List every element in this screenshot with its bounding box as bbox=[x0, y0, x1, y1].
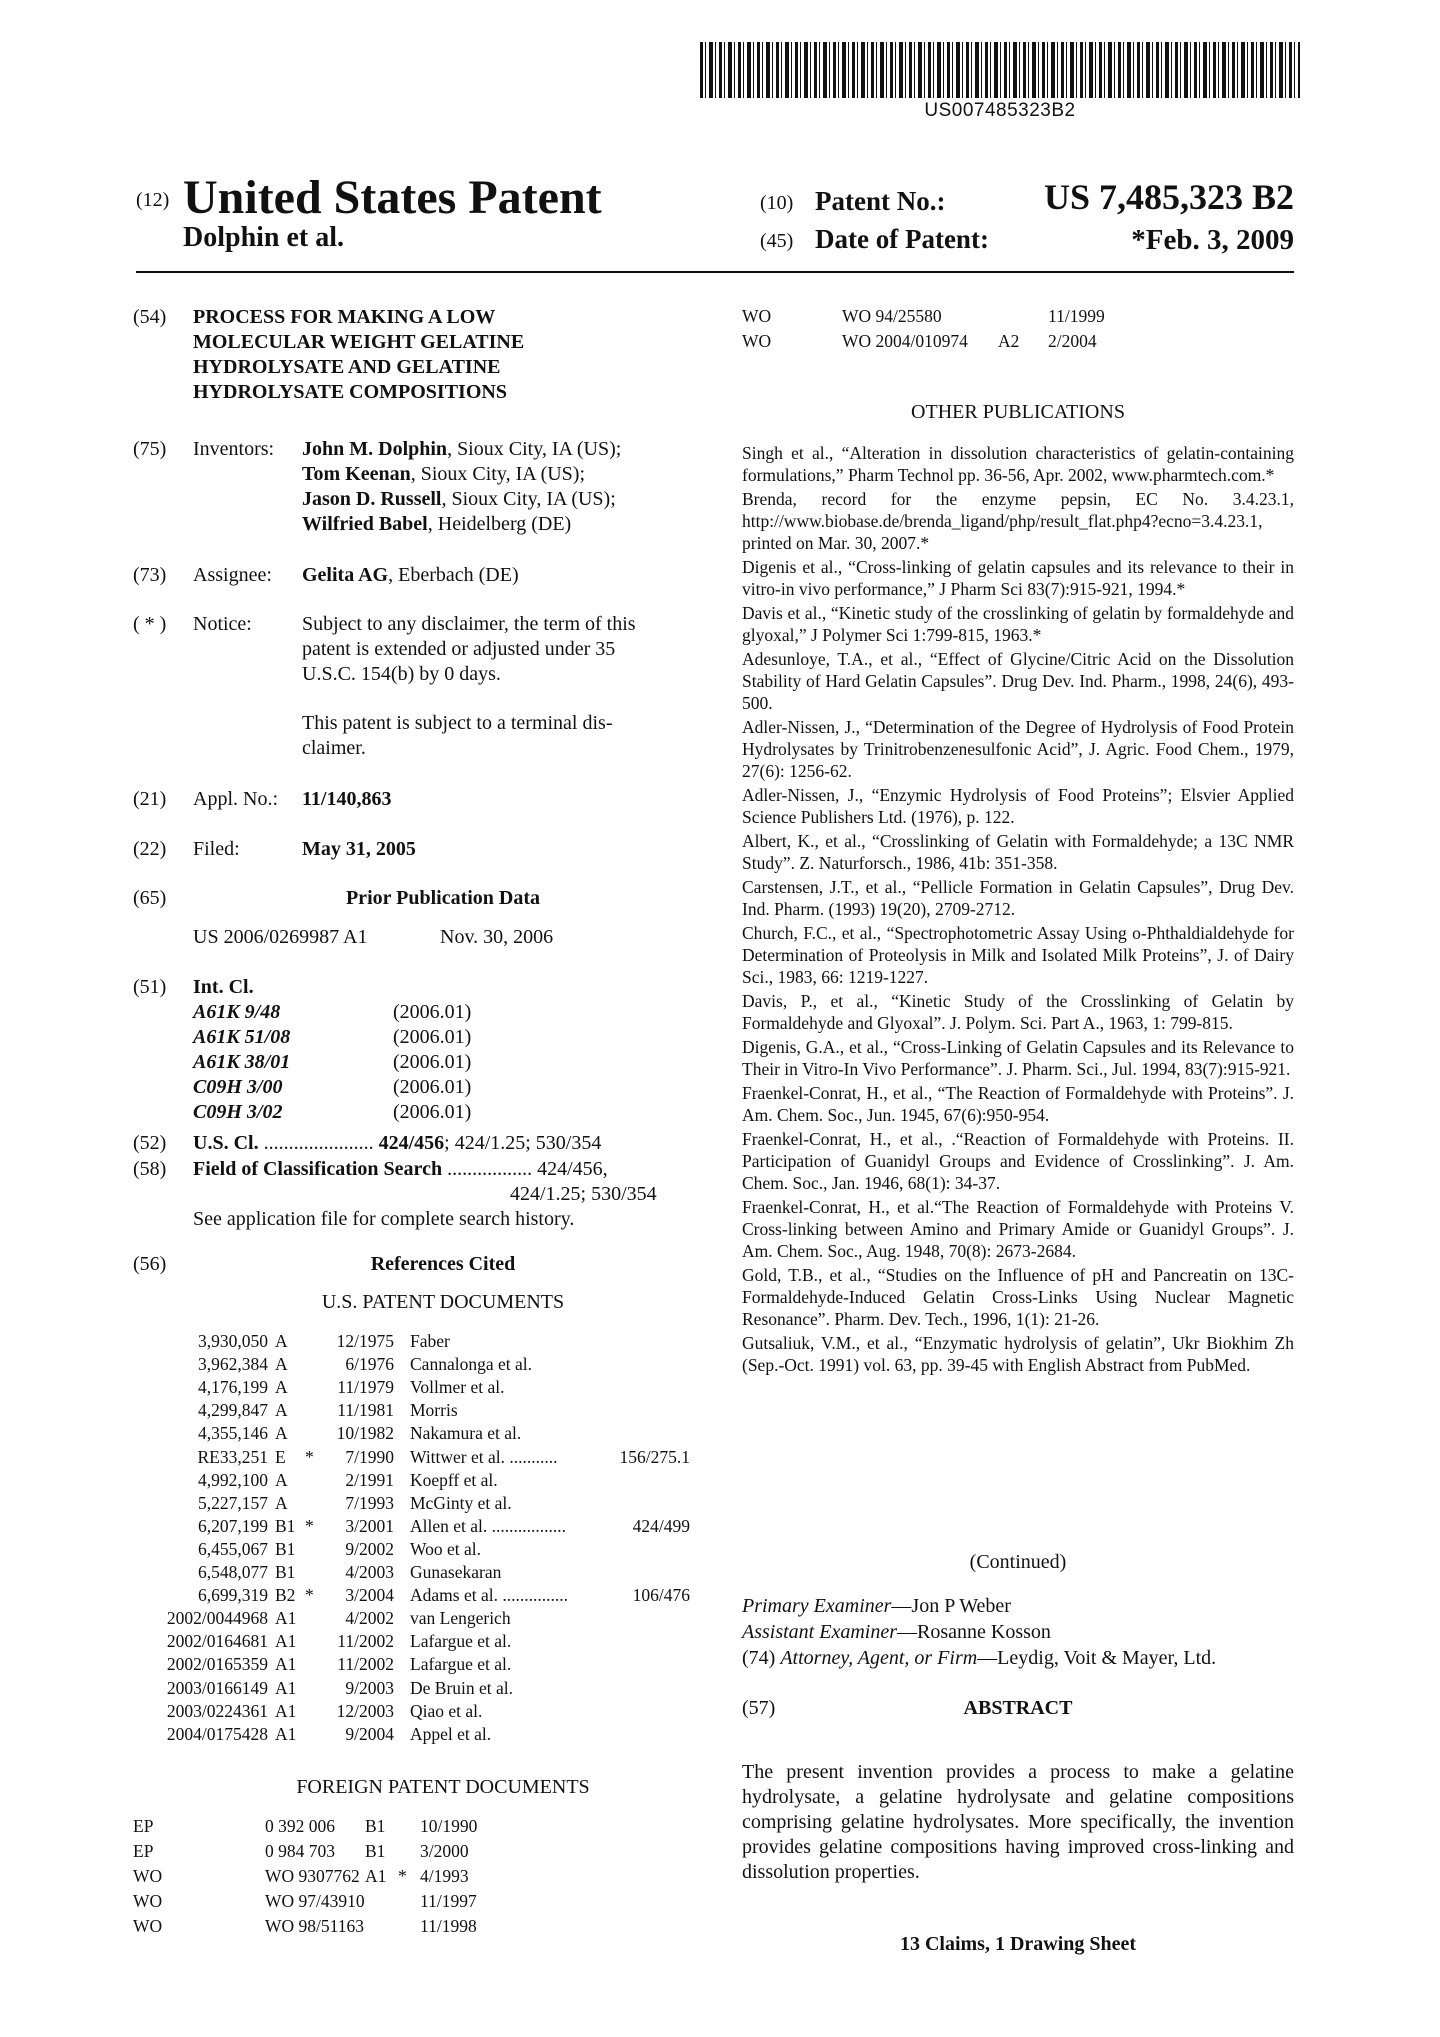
doc-type: United States Patent bbox=[183, 171, 602, 224]
continued-label: (Continued) bbox=[969, 1551, 1067, 1573]
us-patent-row bbox=[0, 1446, 720, 1468]
us-patent-kind: A bbox=[275, 1492, 288, 1513]
us-patent-num: 3,962,384 bbox=[198, 1354, 268, 1375]
publication: Gutsaliuk, V.M., et al., “Enzymatic hydrolysis of gelatin”, Ukr Biokhim Zh (Sep.-Oct. 1991) vol. 63, pp. 39-45 with English Abstract from PubMed. bbox=[742, 1333, 1294, 1375]
us-patent-row bbox=[0, 1492, 720, 1514]
us-patent-name: Lafargue et al. bbox=[410, 1631, 512, 1652]
us-patent-name: van Lengerich bbox=[410, 1608, 511, 1629]
foreign-patent-kind: B1 bbox=[365, 1841, 386, 1861]
us-patent-row bbox=[0, 1538, 720, 1560]
us-patent-num: 2002/0164681 bbox=[166, 1631, 268, 1652]
intcl-row: A61K 38/01 (2006.01) bbox=[193, 1051, 472, 1073]
publication: Adler-Nissen, J., “Determination of the Degree of Hydrolysis of Food Protein Hydrolysates by Trinitrobenzenesulfonic Acid”, J. Agric. Food Chem., 1979, 27(6): 1256-62. bbox=[742, 717, 1294, 781]
us-patent-star: * bbox=[305, 1515, 314, 1536]
us-patent-kind: B2 bbox=[275, 1585, 296, 1606]
us-patent-num: 5,227,157 bbox=[198, 1492, 268, 1513]
prior-pub-number: US 2006/0269987 A1 bbox=[193, 926, 368, 948]
us-patent-num: 2002/0044968 bbox=[166, 1608, 268, 1629]
notice-label: Notice: bbox=[193, 613, 252, 635]
us-patent-name: Koepff et al. bbox=[410, 1469, 498, 1490]
us-patent-name: Gunasekaran bbox=[410, 1562, 502, 1582]
us-patent-row bbox=[0, 1469, 720, 1491]
us-patent-date: 11/1981 bbox=[337, 1400, 394, 1421]
foreign-patent-country: WO bbox=[742, 331, 772, 351]
terminal-disclaimer: This patent is subject to a terminal dis- claimer. bbox=[302, 712, 613, 759]
foreign-patent-row bbox=[730, 305, 1440, 327]
publication: Fraenkel-Conrat, H., et al.“The Reaction of Formaldehyde with Proteins V. Cross-linking between Amino and Primary Amide or Guanidyl Groups”. J. Am. Chem. Soc., Aug. 1948, 70(8): 2673-2684. bbox=[742, 1197, 1294, 1261]
prior-heading: Prior Publication Data bbox=[345, 887, 541, 909]
us-patent-star: * bbox=[305, 1585, 314, 1606]
attorney: (74) Attorney, Agent, or Firm—Leydig, Voit & Mayer, Ltd. bbox=[742, 1647, 1217, 1669]
us-patent-name: Nakamura et al. bbox=[410, 1423, 522, 1444]
primary-examiner: Primary Examiner—Jon P Weber bbox=[742, 1595, 1011, 1617]
foreign-patent-country: WO bbox=[133, 1866, 163, 1886]
field-line: Field of Classification Search ................. 424/456, bbox=[193, 1158, 608, 1180]
publication: Carstensen, J.T., et al., “Pellicle Formation in Gelatin Capsules”, Drug Dev. Ind. Pharm. (1993) 19(20), 2709-2712. bbox=[742, 877, 1294, 919]
us-patent-date: 3/2004 bbox=[345, 1585, 394, 1606]
foreign-patent-row bbox=[0, 1865, 720, 1887]
us-patent-name: Lafargue et al. bbox=[410, 1654, 512, 1675]
us-patent-kind: E bbox=[275, 1446, 286, 1467]
us-patent-name: Adams et al. ............... bbox=[410, 1585, 568, 1606]
us-patent-row bbox=[0, 1376, 720, 1398]
us-patent-kind: A bbox=[275, 1400, 288, 1421]
us-patent-name: Wittwer et al. ........... bbox=[410, 1446, 558, 1467]
us-patent-kind: A1 bbox=[275, 1677, 297, 1698]
assignee: Gelita AG, Eberbach (DE) bbox=[302, 564, 519, 586]
us-patent-kind: A1 bbox=[275, 1700, 297, 1721]
patent-no-label: Patent No.: bbox=[815, 186, 946, 216]
foreign-patent-kind: A2 bbox=[998, 331, 1020, 351]
us-patent-num: 6,548,077 bbox=[198, 1562, 268, 1582]
publication: Fraenkel-Conrat, H., et al., “The Reaction of Formaldehyde with Proteins”. J. Am. Chem. Soc., Jun. 1945, 67(6):950-954. bbox=[742, 1083, 1294, 1125]
us-patent-name: Vollmer et al. bbox=[410, 1377, 505, 1398]
foreign-patent-country: EP bbox=[133, 1841, 154, 1861]
foreign-patent-kind: B1 bbox=[365, 1816, 386, 1836]
code-12: (12) bbox=[136, 189, 170, 211]
us-patent-num: 2002/0165359 bbox=[166, 1654, 268, 1675]
foreign-patent-num: WO 2004/010974 bbox=[842, 331, 968, 351]
field-line-2: 424/1.25; 530/354 bbox=[510, 1183, 657, 1205]
us-patent-row bbox=[0, 1677, 720, 1699]
us-patent-date: 7/1993 bbox=[345, 1492, 394, 1513]
field-note: See application file for complete search history. bbox=[193, 1208, 575, 1230]
appl-code: (21) bbox=[133, 788, 167, 810]
appl-number: 11/140,863 bbox=[302, 788, 392, 810]
inventor: John M. Dolphin, Sioux City, IA (US); bbox=[302, 438, 622, 460]
us-patent-name: Qiao et al. bbox=[410, 1700, 483, 1721]
us-patent-kind: A1 bbox=[275, 1631, 297, 1652]
field-code: (58) bbox=[133, 1158, 167, 1180]
foreign-patent-country: WO bbox=[133, 1891, 163, 1911]
us-patent-row bbox=[0, 1353, 720, 1375]
assistant-examiner: Assistant Examiner—Rosanne Kosson bbox=[742, 1621, 1051, 1643]
inventor-short: Dolphin et al. bbox=[183, 222, 345, 253]
assignee-code: (73) bbox=[133, 564, 167, 586]
us-patent-num: 3,930,050 bbox=[198, 1331, 268, 1351]
refs-code: (56) bbox=[133, 1253, 167, 1275]
us-patent-date: 12/1975 bbox=[336, 1331, 394, 1351]
barcode-number: US007485323B2 bbox=[924, 100, 1076, 121]
us-patent-date: 2/1991 bbox=[345, 1469, 394, 1490]
us-patent-kind: B1 bbox=[275, 1562, 296, 1582]
us-patent-row bbox=[0, 1515, 720, 1537]
foreign-patent-date: 2/2004 bbox=[1048, 331, 1097, 351]
intcl-row: C09H 3/02 (2006.01) bbox=[193, 1101, 472, 1123]
publication: Adesunloye, T.A., et al., “Effect of Glycine/Citric Acid on the Dissolution Stability of Hard Gelatin Capsules”. Drug Dev. Ind. Pharm., 1998, 24(6), 493-500. bbox=[742, 649, 1294, 713]
us-patent-row bbox=[0, 1584, 720, 1606]
assignee-label: Assignee: bbox=[193, 564, 272, 586]
us-patent-num: 4,355,146 bbox=[198, 1423, 268, 1444]
us-patent-num: 4,992,100 bbox=[198, 1469, 268, 1490]
title-line: PROCESS FOR MAKING A LOW bbox=[193, 306, 496, 328]
publication: Davis et al., “Kinetic study of the crosslinking of gelatin by formaldehyde and glyoxal,” J Polymer Sci 1:799-815, 1963.* bbox=[742, 603, 1294, 645]
intcl-row: C09H 3/00 (2006.01) bbox=[193, 1076, 472, 1098]
us-patent-name: Allen et al. ................. bbox=[410, 1515, 567, 1536]
us-patent-cls: 424/499 bbox=[632, 1515, 690, 1536]
us-patent-num: RE33,251 bbox=[197, 1446, 268, 1467]
foreign-patent-kind: A1 bbox=[365, 1866, 387, 1886]
foreign-patent-row bbox=[0, 1890, 720, 1912]
code-45: (45) bbox=[760, 230, 794, 252]
filed-label: Filed: bbox=[193, 838, 240, 860]
uscl-code: (52) bbox=[133, 1132, 167, 1154]
publication: Digenis et al., “Cross-linking of gelatin capsules and its relevance to their in vitro-in vivo performance,” J Pharm Sci 83(7):915-921, 1994.* bbox=[742, 557, 1294, 599]
intcl-row: A61K 51/08 (2006.01) bbox=[193, 1026, 472, 1048]
publication: Church, F.C., et al., “Spectrophotometric Assay Using o-Phthaldialdehyde for Determination of Proteolysis in Milk and Isolated Milk Proteins”, J. of Dairy Sci., 1983, 66: 1219-1227. bbox=[742, 923, 1294, 987]
foreign-patent-num: WO 97/43910 bbox=[265, 1891, 365, 1911]
header-rule bbox=[136, 271, 1294, 273]
us-patent-num: 6,699,319 bbox=[198, 1585, 268, 1606]
publications-list bbox=[742, 442, 1294, 1378]
us-patent-name: Woo et al. bbox=[410, 1538, 481, 1559]
intcl-list bbox=[193, 1000, 471, 1125]
other-pubs-heading: OTHER PUBLICATIONS bbox=[911, 401, 1125, 423]
foreign-patent-country: WO bbox=[133, 1916, 163, 1936]
us-patent-date: 4/2002 bbox=[345, 1608, 394, 1629]
us-patent-date: 9/2004 bbox=[345, 1723, 394, 1744]
appl-label: Appl. No.: bbox=[193, 788, 278, 810]
inventors-list bbox=[302, 437, 621, 537]
foreign-patent-date: 11/1997 bbox=[420, 1891, 477, 1911]
foreign-patent-star: * bbox=[398, 1866, 407, 1886]
foreign-patent-row bbox=[0, 1815, 720, 1837]
foreign-patent-num: WO 9307762 bbox=[265, 1866, 360, 1886]
us-patent-name: Cannalonga et al. bbox=[410, 1354, 532, 1375]
intcl-code: (51) bbox=[133, 976, 167, 998]
us-patent-date: 7/1990 bbox=[345, 1446, 394, 1467]
us-patent-date: 3/2001 bbox=[345, 1515, 394, 1536]
refs-heading: References Cited bbox=[370, 1253, 516, 1275]
filed-code: (22) bbox=[133, 838, 167, 860]
barcode bbox=[700, 42, 1300, 98]
title-block bbox=[193, 305, 524, 405]
us-patent-cls: 106/476 bbox=[632, 1585, 690, 1606]
intcl-row: A61K 9/48 (2006.01) bbox=[193, 1001, 472, 1023]
us-patent-kind: A bbox=[275, 1331, 288, 1351]
publication: Adler-Nissen, J., “Enzymic Hydrolysis of Food Proteins”; Elsvier Applied Science Publishers Ltd. (1976), p. 122. bbox=[742, 785, 1294, 827]
us-patent-date: 12/2003 bbox=[336, 1700, 394, 1721]
prior-pub-date: Nov. 30, 2006 bbox=[440, 926, 554, 948]
us-patent-kind: A1 bbox=[275, 1654, 297, 1675]
foreign-patent-country: EP bbox=[133, 1816, 154, 1836]
foreign-patent-date: 4/1993 bbox=[420, 1866, 469, 1886]
us-patent-star: * bbox=[305, 1446, 314, 1467]
us-patent-num: 6,207,199 bbox=[198, 1515, 268, 1536]
us-patent-row bbox=[0, 1653, 720, 1675]
us-patent-date: 10/1982 bbox=[336, 1423, 394, 1444]
publication: Singh et al., “Alteration in dissolution characteristics of gelatin-containing formulations,” Pharm Technol pp. 36-56, Apr. 2002, www.pharmtech.com.* bbox=[742, 443, 1294, 485]
us-patent-num: 2003/0166149 bbox=[166, 1677, 268, 1698]
inventors-label: Inventors: bbox=[193, 438, 275, 460]
us-patent-kind: A1 bbox=[275, 1723, 297, 1744]
us-patent-date: 11/2002 bbox=[337, 1631, 394, 1652]
us-patent-kind: B1 bbox=[275, 1515, 296, 1536]
notice-text: Subject to any disclaimer, the term of this patent is extended or adjusted under 35 U.S.C. 154(b) by 0 days. bbox=[302, 613, 636, 685]
us-patent-row bbox=[0, 1700, 720, 1722]
notice-code: ( * ) bbox=[133, 613, 167, 635]
inventors-code: (75) bbox=[133, 438, 167, 460]
foreign-patent-date: 3/2000 bbox=[420, 1841, 469, 1861]
us-patent-date: 6/1976 bbox=[345, 1354, 394, 1375]
title-line: HYDROLYSATE COMPOSITIONS bbox=[193, 381, 507, 403]
foreign-patent-date: 11/1998 bbox=[420, 1916, 477, 1936]
code-10: (10) bbox=[760, 192, 794, 214]
foreign-patent-country: WO bbox=[742, 306, 772, 326]
abstract-code: (57) bbox=[742, 1697, 776, 1719]
us-patent-row bbox=[0, 1607, 720, 1629]
us-patent-kind: A bbox=[275, 1377, 288, 1398]
filed-date: May 31, 2005 bbox=[302, 838, 416, 860]
us-patent-num: 4,176,199 bbox=[198, 1377, 268, 1398]
us-patent-date: 9/2003 bbox=[345, 1677, 394, 1698]
patent-number: US 7,485,323 B2 bbox=[1043, 177, 1294, 217]
foreign-patent-num: WO 98/51163 bbox=[265, 1916, 364, 1936]
us-patent-num: 2004/0175428 bbox=[166, 1723, 268, 1744]
foreign-patent-num: WO 94/25580 bbox=[842, 306, 942, 326]
us-patent-name: Faber bbox=[410, 1331, 450, 1351]
us-patents-table bbox=[0, 1330, 720, 1750]
patent-date: *Feb. 3, 2009 bbox=[1131, 224, 1294, 256]
foreign-patent-num: 0 392 006 bbox=[265, 1816, 335, 1836]
us-docs-heading: U.S. PATENT DOCUMENTS bbox=[321, 1291, 565, 1313]
abstract-heading: ABSTRACT bbox=[963, 1697, 1073, 1719]
us-patent-num: 6,455,067 bbox=[198, 1538, 268, 1559]
claims-count: 13 Claims, 1 Drawing Sheet bbox=[899, 1933, 1137, 1955]
intcl-label: Int. Cl. bbox=[193, 976, 254, 998]
us-patent-row bbox=[0, 1330, 720, 1352]
us-patent-row bbox=[0, 1561, 720, 1583]
us-patent-name: Morris bbox=[410, 1400, 458, 1421]
us-patent-date: 4/2003 bbox=[345, 1562, 394, 1582]
uscl-line: U.S. Cl. ...................... 424/456; 424/1.25; 530/354 bbox=[193, 1132, 602, 1154]
abstract-text: The present invention provides a process to make a gelatine hydrolysate, a gelatine hydrolysate and gelatine compositions comprising gelatine hydrolysates. More specifically, the invention provides gelatine compositions having improved cross-linking and dissolution properties. bbox=[742, 1761, 1294, 1883]
us-patent-kind: A bbox=[275, 1423, 288, 1444]
us-patent-date: 11/1979 bbox=[337, 1377, 394, 1398]
us-patent-cls: 156/275.1 bbox=[619, 1446, 690, 1467]
us-patent-row bbox=[0, 1422, 720, 1444]
us-patent-kind: A bbox=[275, 1354, 288, 1375]
us-patent-row bbox=[0, 1723, 720, 1745]
publication: Fraenkel-Conrat, H., et al., .“Reaction of Formaldehyde with Proteins. II. Participation of Guanidyl Groups and Evidence of Crosslinking”. J. Am. Chem. Soc., Jan. 1946, 68(1): 34-37. bbox=[742, 1129, 1294, 1193]
foreign-patents-table bbox=[0, 1815, 720, 1945]
foreign-cont-table bbox=[730, 305, 1330, 355]
publication: Davis, P., et al., “Kinetic Study of the Crosslinking of Gelatin by Formaldehyde and Glyoxal”. J. Polym. Sci. Part A., 1963, 1: 799-815. bbox=[742, 991, 1294, 1033]
foreign-patent-date: 11/1999 bbox=[1048, 306, 1105, 326]
prior-code: (65) bbox=[133, 887, 167, 909]
foreign-patent-date: 10/1990 bbox=[420, 1816, 478, 1836]
us-patent-row bbox=[0, 1630, 720, 1652]
us-patent-name: McGinty et al. bbox=[410, 1492, 512, 1513]
foreign-patent-row bbox=[0, 1915, 720, 1937]
title-code: (54) bbox=[133, 306, 167, 328]
us-patent-date: 11/2002 bbox=[337, 1654, 394, 1675]
us-patent-kind: A1 bbox=[275, 1608, 297, 1629]
inventor: Wilfried Babel, Heidelberg (DE) bbox=[302, 513, 572, 535]
title-line: HYDROLYSATE AND GELATINE bbox=[193, 356, 501, 378]
us-patent-date: 9/2002 bbox=[345, 1538, 394, 1559]
title-line: MOLECULAR WEIGHT GELATINE bbox=[193, 331, 525, 353]
foreign-patent-row bbox=[0, 1840, 720, 1862]
publication: Digenis, G.A., et al., “Cross-Linking of Gelatin Capsules and its Relevance to Their in Vitro-In Vivo Performance”. J. Pharm. Sci., Jul. 1994, 83(7):915-921. bbox=[742, 1037, 1294, 1079]
publication: Gold, T.B., et al., “Studies on the Influence of pH and Pancreatin on 13C-Formaldehyde-Induced Gelatin Cross-Links Using Nuclear Magnetic Resonance”. Pharm. Dev. Tech., 1996, 1(1): 21-26. bbox=[742, 1265, 1294, 1329]
us-patent-num: 4,299,847 bbox=[198, 1400, 268, 1421]
us-patent-row bbox=[0, 1399, 720, 1421]
publication: Brenda, record for the enzyme pepsin, EC No. 3.4.23.1, http://www.biobase.de/brenda_ligand/php/result_flat.php4?ecno=3.4.23.1, printed on Mar. 30, 2007.* bbox=[742, 489, 1294, 553]
us-patent-name: De Bruin et al. bbox=[410, 1677, 514, 1698]
inventor: Jason D. Russell, Sioux City, IA (US); bbox=[302, 488, 616, 510]
us-patent-name: Appel et al. bbox=[410, 1723, 492, 1744]
us-patent-num: 2003/0224361 bbox=[166, 1700, 268, 1721]
foreign-patent-num: 0 984 703 bbox=[265, 1841, 335, 1861]
foreign-docs-heading: FOREIGN PATENT DOCUMENTS bbox=[296, 1776, 590, 1798]
us-patent-kind: A bbox=[275, 1469, 288, 1490]
date-label: Date of Patent: bbox=[815, 224, 989, 254]
foreign-patent-row bbox=[730, 330, 1440, 352]
us-patent-kind: B1 bbox=[275, 1538, 296, 1559]
inventor: Tom Keenan, Sioux City, IA (US); bbox=[302, 463, 586, 485]
publication: Albert, K., et al., “Crosslinking of Gelatin with Formaldehyde; a 13C NMR Study”. Z. Naturforsch., 1986, 41b: 351-358. bbox=[742, 831, 1294, 873]
